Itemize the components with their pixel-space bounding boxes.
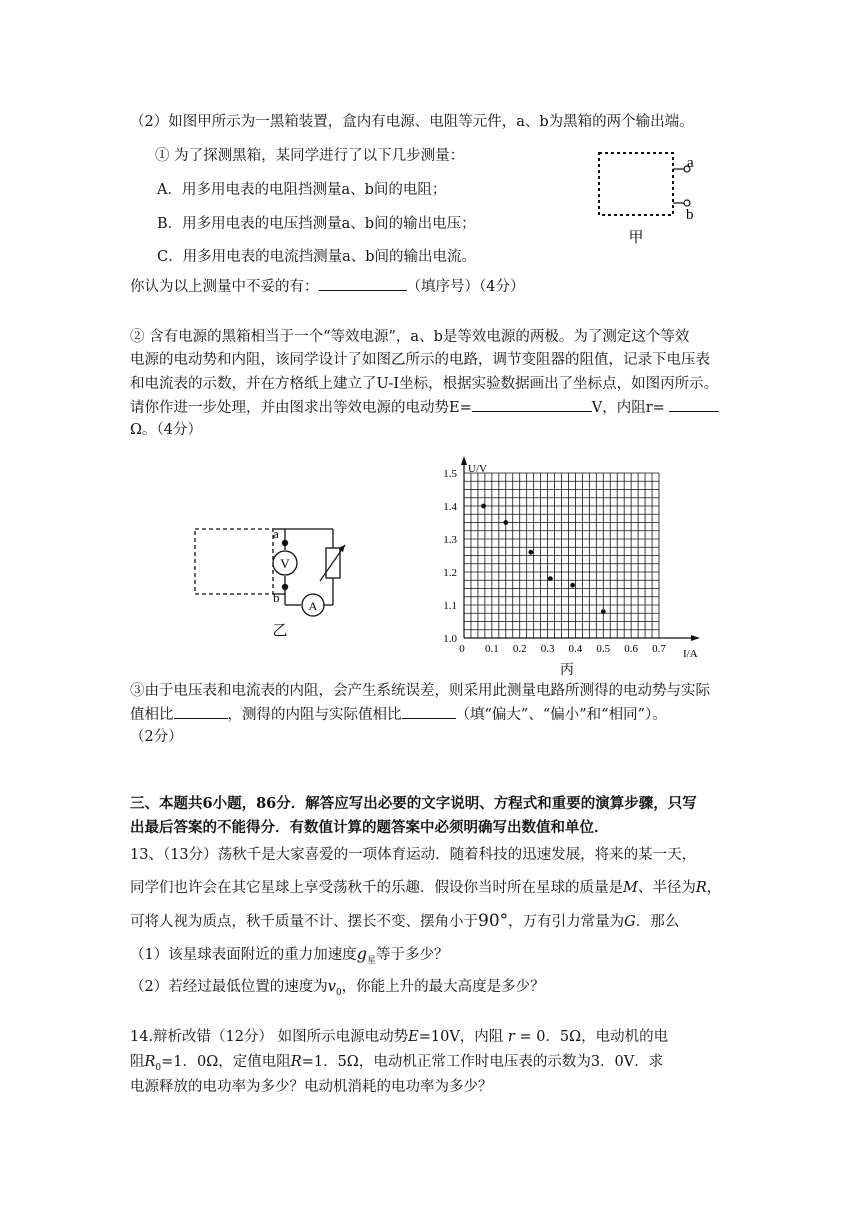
y-tick-label: 1.4 (443, 501, 457, 513)
terminal-a-label: a (687, 155, 694, 171)
mass-symbol: M (623, 880, 638, 896)
y-tick-label: 1.2 (443, 567, 457, 579)
data-point (503, 520, 508, 525)
x-tick-label: 0.6 (624, 643, 639, 655)
q13-part1 (130, 944, 449, 971)
section3-line1: 三、本题共6小题，86分．解答应写出必要的文字说明、方程式和重要的演算步骤，只写 (130, 795, 697, 812)
figure-jia-blackbox (590, 145, 710, 250)
r-compare-blank[interactable] (402, 704, 456, 719)
g-subscript: 星 (366, 955, 376, 966)
data-point (481, 504, 486, 509)
x-tick-label: 0.5 (596, 643, 611, 655)
x-tick-label: 0.4 (568, 643, 583, 655)
q13-line3-a: 可将人视为质点，秋千质量不计、摆长不变、摆角小于 (130, 914, 478, 930)
q13-line1: 13、（13分）荡秋千是大家喜爱的一项体育运动．随着科技的迅速发展，将来的某一天， (130, 847, 697, 863)
q12-sub2-line2: 电源的电动势和内阻，该同学设计了如图乙所示的电路，调节变阻器的阻值，记录下电压表 (130, 352, 710, 368)
chart-grid (464, 473, 659, 638)
q12-option-a: A．用多用电表的电阻挡测量a、b间的电阻； (157, 182, 447, 198)
y-tick-label: 1.0 (443, 633, 457, 645)
v-subscript: 0 (335, 987, 342, 998)
q13-line2-a: 同学们也许会在其它星球上享受荡秋千的乐趣．假设你当时所在星球的质量是 (130, 880, 623, 896)
q13-part2-a: （2）若经过最低位置的速度为 (130, 979, 328, 995)
q14-line2-a: 阻 (130, 1054, 145, 1070)
x-tick-label: 0.3 (540, 643, 555, 655)
figure-yi-label: 乙 (272, 623, 288, 639)
emf-symbol: E (408, 1029, 419, 1045)
x-axis-arrow (691, 635, 700, 641)
q12-sub1-intro: ① 为了探测黑箱，某同学进行了以下几步测量： (155, 148, 465, 164)
figure-yi-circuit (185, 515, 355, 645)
q12-sub2-line4-b: V，内阻r= (591, 400, 665, 416)
y-axis-label: U/V (468, 463, 487, 475)
q12-answer-prefix: 你认为以上测量中不妥的有： (130, 279, 319, 295)
q12-option-c: C．用多用电表的电流挡测量a、b间的输出电流。 (157, 249, 477, 265)
node-b-label: b (273, 590, 280, 605)
q12-answer-line (130, 276, 524, 297)
terminal-b-label: b (686, 207, 694, 223)
x-axis-label: I/A (683, 648, 698, 660)
q14-line3: 电源释放的电功率为多少？电动机消耗的电功率为多少？ (130, 1079, 493, 1095)
q13-line2-b: 、半径为 (637, 880, 696, 896)
q12-answer-suffix: （填序号）（4分） (406, 279, 525, 295)
x-tick-label: 0.2 (512, 643, 527, 655)
q12-sub3-line2-b: ，测得的内阻与实际值相比 (227, 707, 402, 723)
q13-part2 (130, 977, 545, 1003)
node-a-label: a (273, 526, 279, 541)
v-symbol: v (327, 979, 336, 995)
q14-line1 (130, 1027, 668, 1047)
q12-sub2-line4-a: 请你作进一步处理，并由图求出等效电源的电动势E= (130, 400, 472, 416)
q14-line2-b: =1．0Ω，定值电阻 (161, 1054, 291, 1070)
voltmeter-label: V (280, 556, 290, 571)
q12-option-b: B．用多用电表的电压挡测量a、b间的输出电压； (157, 216, 476, 232)
data-point (601, 609, 606, 614)
y-tick-label: 1.1 (443, 600, 457, 612)
q12-sub3-line3: （2分） (130, 729, 183, 745)
emf-blank[interactable] (472, 397, 592, 412)
x-tick-label: 0 (459, 643, 465, 655)
radius-symbol: R (695, 880, 707, 896)
q12-sub3-line2 (130, 704, 667, 725)
x-tick-label: 0.7 (652, 643, 666, 655)
y-tick-label: 1.5 (443, 468, 457, 480)
g-symbol: g (356, 944, 367, 963)
answer-blank[interactable] (319, 276, 407, 291)
internal-r-symbol: r (507, 1029, 515, 1045)
q14-line1-c: = 0．5Ω，电动机的电 (519, 1029, 669, 1045)
q13-part1-b: 等于多少？ (376, 947, 449, 963)
r0-symbol: R (144, 1054, 156, 1070)
q13-part2-b: ，你能上升的最大高度是多少？ (341, 979, 545, 995)
q13-line3-b: ，万有引力常量为 (508, 914, 625, 930)
figure-bing-label: 丙 (560, 663, 574, 678)
q13-line2-c: ， (706, 880, 722, 896)
q12-intro: （2）如图甲所示为一黑箱装置，盒内有电源、电阻等元件，a、b为黑箱的两个输出端。 (130, 114, 694, 130)
q13-line3-c: ．那么 (635, 914, 680, 930)
r0-subscript: 0 (155, 1062, 162, 1073)
q14-line2 (130, 1052, 663, 1078)
y-tick-label: 1.3 (443, 534, 457, 546)
section3-line2: 出最后答案的不能得分．有数值计算的题答案中必须明确写出数值和单位． (130, 819, 609, 836)
data-point (548, 576, 553, 581)
q12-sub2-line3: 和电流表的示数，并在方格纸上建立了U-I坐标，根据实验数据画出了坐标点，如图丙所示。 (130, 376, 719, 392)
chart-points (481, 504, 606, 614)
q12-sub2-line4 (130, 397, 719, 418)
q14-line1-b: =10V，内阻 (418, 1029, 504, 1045)
emf-compare-blank[interactable] (174, 704, 228, 719)
figure-bing-ui-chart (430, 455, 710, 680)
q12-sub2-line1: ② 含有电源的黑箱相当于一个“等效电源”，a、b是等效电源的两极。为了测定这个等效 (130, 329, 690, 345)
data-point (528, 550, 533, 555)
q12-sub3-line2-c: （填“偏大”、“偏小”和“相同”）。 (455, 707, 667, 723)
q13-line3 (130, 911, 679, 932)
q14-line2-c: =1．5Ω，电动机正常工作时电压表的示数为3．0V．求 (301, 1054, 664, 1070)
figure-jia-label: 甲 (628, 230, 644, 246)
q12-sub3-line1: ③由于电压表和电流表的内阻，会产生系统误差，则采用此测量电路所测得的电动势与实际 (130, 683, 710, 699)
q12-sub2-line5: Ω。（4分） (130, 422, 202, 438)
q12-sub3-line2-a: 值相比 (130, 707, 174, 723)
q13-line2 (130, 878, 721, 898)
data-point (570, 583, 575, 588)
q13-part1-a: （1）该星球表面附近的重力加速度 (130, 947, 357, 963)
gravity-constant-symbol: G (624, 914, 636, 930)
resistor-symbol: R (290, 1054, 302, 1070)
angle-value: 90° (478, 911, 509, 931)
resistance-blank[interactable] (669, 397, 719, 412)
q14-line1-a: 14.辩析改错（12分） 如图所示电源电动势 (130, 1029, 409, 1045)
y-axis-arrow (461, 456, 467, 465)
x-tick-label: 0.1 (484, 643, 499, 655)
ammeter-label: A (308, 599, 318, 613)
